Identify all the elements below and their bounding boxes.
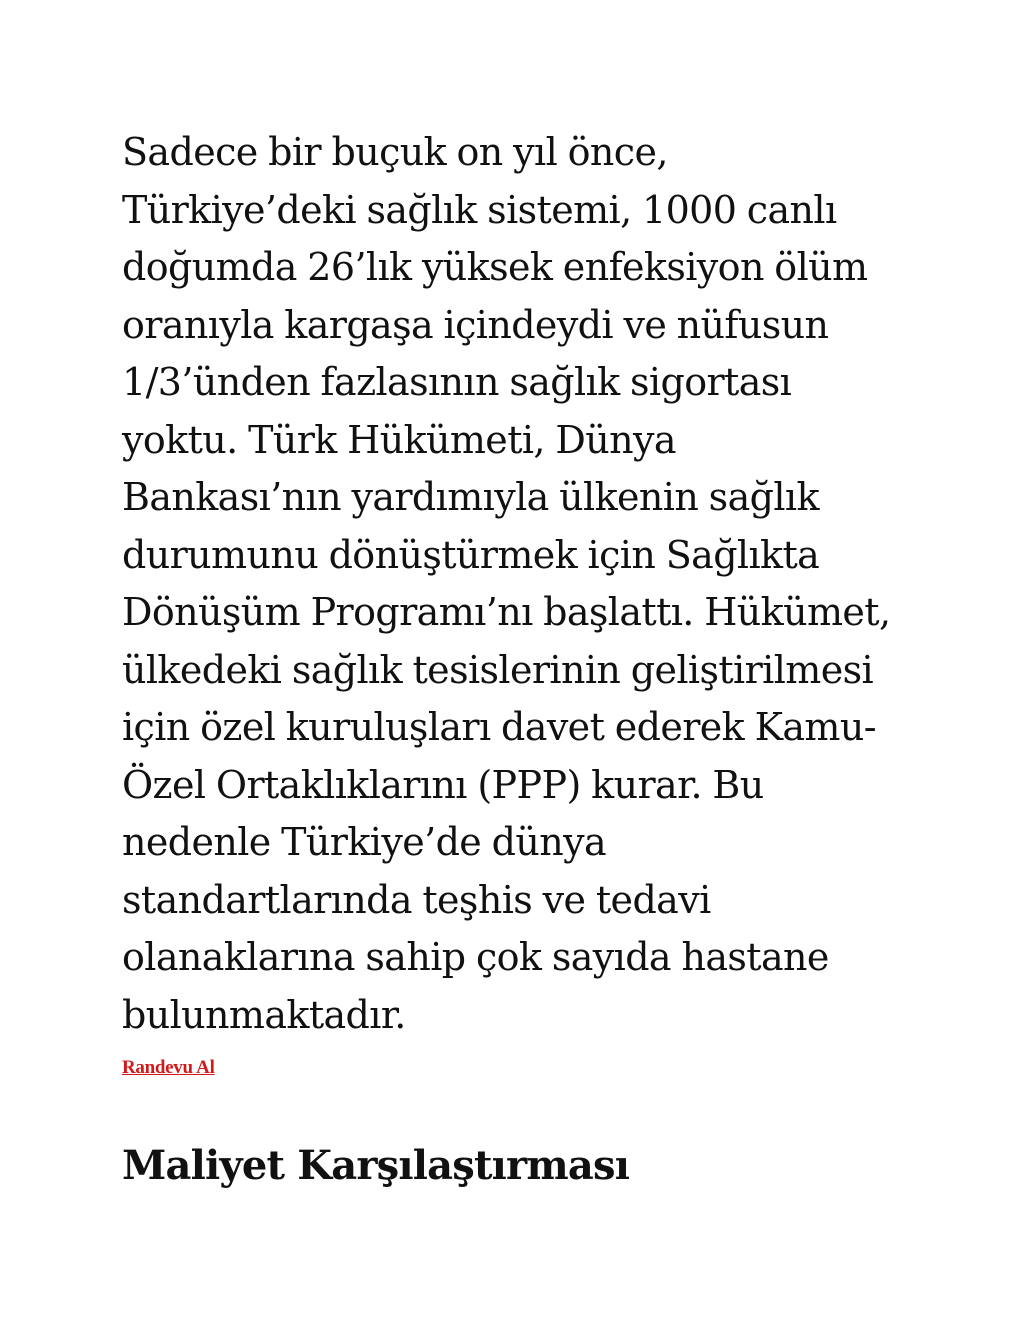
- paragraph-line: nedenle Türkiye’de dünya: [122, 820, 607, 864]
- paragraph-line: 1/3’ünden fazlasının sağlık sigortası: [122, 360, 792, 404]
- section-heading: Maliyet Karşılaştırması: [122, 1142, 630, 1189]
- paragraph-line: Özel Ortaklıklarını (PPP) kurar. Bu: [122, 762, 764, 807]
- paragraph-line: bulunmaktadır.: [122, 992, 406, 1037]
- paragraph-line: Türkiye’deki sağlık sistemi, 1000 canlı: [122, 187, 837, 232]
- intro-paragraph: [122, 124, 912, 1044]
- paragraph-line: doğumda 26’lık yüksek enfeksiyon ölüm: [122, 245, 868, 289]
- paragraph-line: Bankası’nın yardımıyla ülkenin sağlık: [122, 475, 819, 519]
- paragraph-line: olanaklarına sahip çok sayıda hastane: [122, 935, 829, 979]
- paragraph-line: için özel kuruluşları davet ederek Kamu-: [122, 705, 876, 749]
- paragraph-line: ülkedeki sağlık tesislerinin geliştirilmesi: [122, 647, 874, 692]
- paragraph-line: yoktu. Türk Hükümeti, Dünya: [122, 417, 676, 462]
- paragraph-line: durumunu dönüştürmek için Sağlıkta: [122, 532, 820, 577]
- paragraph-line: standartlarında teşhis ve tedavi: [122, 877, 711, 922]
- paragraph-line: oranıyla kargaşa içindeydi ve nüfusun: [122, 302, 829, 347]
- paragraph-line: Dönüşüm Programı’nı başlattı. Hükümet,: [122, 590, 891, 634]
- appointment-link[interactable]: Randevu Al: [122, 1057, 215, 1078]
- paragraph-line: Sadece bir buçuk on yıl önce,: [122, 130, 668, 174]
